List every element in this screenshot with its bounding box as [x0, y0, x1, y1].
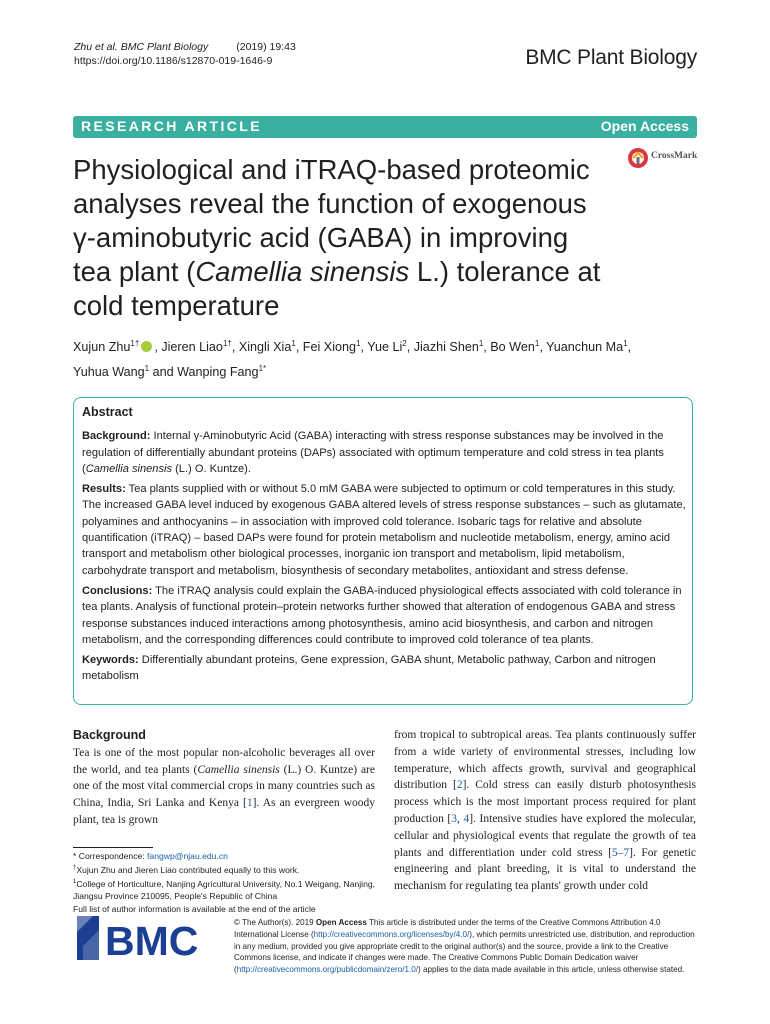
author-name: , Xingli Xia [231, 340, 292, 355]
author-name: Yuhua Wang [73, 365, 145, 380]
open-access-label[interactable]: Open Access [600, 118, 689, 134]
background-species: Camellia sinensis [85, 462, 173, 475]
author-name: , Yuanchun Ma [539, 340, 624, 355]
author-list [73, 333, 693, 383]
body-column-right [394, 727, 696, 895]
reference-link[interactable]: 1 [246, 797, 253, 810]
crossmark-badge[interactable] [627, 147, 707, 169]
bmc-logo [73, 912, 213, 964]
license-link-by[interactable]: http://creativecommons.org/licenses/by/4.0/ [313, 929, 470, 939]
article-citation [74, 40, 296, 68]
background-label: Background: [82, 430, 151, 443]
reference-separator: , [457, 812, 464, 825]
body-text: from tropical to subtropical areas. Tea plants continuously suffer from a wide variety of environmental stresses, including low temperature, which affects growth, survival and geographical distribution [ [394, 729, 696, 792]
author-affiliation: 1† [222, 339, 232, 348]
reference-link[interactable]: 3 [451, 812, 458, 825]
author-name: and Wanping Fang [149, 365, 259, 380]
author-separator: , [627, 340, 632, 355]
body-text: (L.) O. Kuntze) are one of the most vital commercial crops in many countries such as China, India, Sri Lanka and Kenya [ [73, 763, 375, 810]
author-name: Xujun Zhu [73, 340, 131, 355]
author-affiliation: 2 [402, 339, 407, 348]
author-affiliation: 1 [534, 339, 540, 348]
author-affiliation: 1† [130, 339, 140, 348]
doi-link[interactable]: https://doi.org/10.1186/s12870-019-1646-9 [74, 55, 273, 67]
footnote-rule [73, 847, 153, 848]
author-affiliation: 1 [356, 339, 361, 348]
footnote [73, 850, 378, 915]
article-title [73, 153, 613, 323]
orcid-icon[interactable] [141, 341, 152, 352]
affiliation-text: College of Horticulture, Nanjing Agricultural University, No.1 Weigang, Nanjing, Jiangsu Province 210095, People's Republic of China [73, 879, 376, 902]
keywords-text: Differentially abundant proteins, Gene expression, GABA shunt, Metabolic pathway, Carbon and nitrogen metabolism [82, 654, 656, 683]
background-text: Internal γ-Aminobutyric Acid (GABA) interacting with stress response substances may be involved in the regulation of differentially abundant proteins (DAPs) associated with optimum temperature and cold stress in tea plants ( [82, 430, 664, 475]
author-affiliation: 1 [478, 339, 484, 348]
license-copyright: © The Author(s). 2019 [234, 918, 316, 927]
reference-link[interactable]: 5–7 [611, 846, 630, 859]
author-affiliation: 1* [258, 364, 267, 374]
correspondence-label: * Correspondence: [73, 851, 148, 861]
abstract-heading: Abstract [82, 405, 133, 419]
correspondence-email[interactable]: fangwp@njau.edu.cn [147, 851, 228, 861]
results-text: Tea plants supplied with or without 5.0 mM GABA were subjected to optimum or cold temperatures in this study. The increased GABA level induced by exogenous GABA altered levels of stress response substances – such as glutamate, polyamines and anthocyanins – in association with improved cold tolerance. Isobaric tags for relative and absolute quantification (iTRAQ) – based DAPs were found for protein metabolism and nucleotide metabolism, energy, amino acid transport and metabolism other biological processes, inorganic ion transport and metabolism, lipid metabolism, carbohydrate transport and metabolism, biosynthesis of secondary metabolites, antioxidant and stress defense. [82, 483, 686, 577]
reference-link[interactable]: 2 [456, 779, 463, 792]
background-text-end: (L.) O. Kuntze). [172, 462, 251, 475]
article-type-bar [73, 116, 697, 138]
author-name: , Jiazhi Shen [406, 340, 479, 355]
equal-contribution: Xujun Zhu and Jieren Liao contributed equally to this work. [76, 865, 300, 876]
license-link-zero[interactable]: http://creativecommons.org/publicdomain/zero/1.0/ [236, 965, 419, 975]
body-column-left [73, 727, 375, 829]
author-name: , Jieren Liao [154, 340, 223, 355]
equal-mark: † [73, 865, 77, 872]
logo-text: BMC [105, 918, 199, 964]
author-affiliation: 1 [623, 339, 628, 348]
author-affiliation: 1 [291, 339, 296, 348]
abstract-background [82, 428, 686, 477]
author-info-note: Full list of author information is available at the end of the article [73, 903, 316, 914]
abstract-results [82, 481, 686, 579]
author-name: , Fei Xiong [295, 340, 357, 355]
author-name: , Yue Li [360, 340, 403, 355]
reference-link[interactable]: 4 [463, 812, 470, 825]
citation-year: (2019) 19:43 [236, 41, 296, 53]
author-affiliation: 1 [144, 364, 150, 374]
body-text: ]. For genetic engineering and plant breeding, it is vital to understand the mechanism for regulating tea plants' growth under cold [394, 846, 696, 893]
license-open-access: Open Access [315, 918, 367, 927]
affiliation-mark: 1 [73, 879, 77, 886]
section-heading: Background [73, 728, 146, 742]
license-text [234, 917, 698, 976]
body-species: Camellia sinensis [197, 763, 280, 776]
body-text: ]. As an evergreen woody plant, tea is grown [73, 797, 375, 826]
body-text: ]. Cold stress can easily disturb photosynthesis process which is the most important process required for plant production [ [394, 779, 696, 825]
title-species: Camellia sinensis [195, 256, 410, 287]
citation-authors: Zhu et al. BMC Plant Biology [74, 41, 209, 53]
abstract-box [73, 397, 693, 705]
abstract-conclusions [82, 583, 686, 648]
keywords-label: Keywords: [82, 654, 139, 667]
conclusions-text: The iTRAQ analysis could explain the GABA-induced physiological effects associated with cold tolerance in tea plants. Analysis of functional protein–protein networks further showed that alteration of endogenous GABA and stress response substances induced interactions among photosynthesis, amino acid biosynthesis, and carbon and nitrogen metabolism, and the corresponding differences could contribute to improved cold tolerance of tea plants. [82, 584, 682, 646]
body-text: Tea is one of the most popular non-alcoholic beverages all over the world, and tea plants ( [73, 746, 375, 776]
journal-name: BMC Plant Biology [525, 46, 697, 69]
results-label: Results: [82, 483, 126, 496]
body-text: ]. Intensive studies have explored the molecular, cellular and physiological events that regulate the growth of tea plants and differentiation under cold stress [ [394, 812, 697, 859]
title-part-2: L.) tolerance at cold temperature [73, 256, 601, 321]
article-type-label: RESEARCH ARTICLE [81, 118, 262, 134]
license-body: This article is distributed under the terms of the Creative Commons Attribution 4.0 International License ( [234, 918, 661, 939]
crossmark-icon [627, 147, 649, 169]
crossmark-label: CrossMark [651, 151, 698, 161]
title-part-1: Physiological and iTRAQ-based proteomic analyses reveal the function of exogenous γ-aminobutyric acid (GABA) in improving tea plant ( [73, 154, 590, 287]
abstract-keywords [82, 652, 686, 685]
license-body: ), which permits unrestricted use, distribution, and reproduction in any medium, provided you give appropriate credit to the original author(s) and the source, provide a link to the Creative Commons license, and indicate if changes were made. The Creative Commons Public Domain Dedication waiver ( [234, 929, 695, 975]
conclusions-label: Conclusions: [82, 584, 153, 597]
author-name: , Bo Wen [483, 340, 535, 355]
license-body: ) applies to the data made available in this article, unless otherwise stated. [418, 965, 685, 975]
